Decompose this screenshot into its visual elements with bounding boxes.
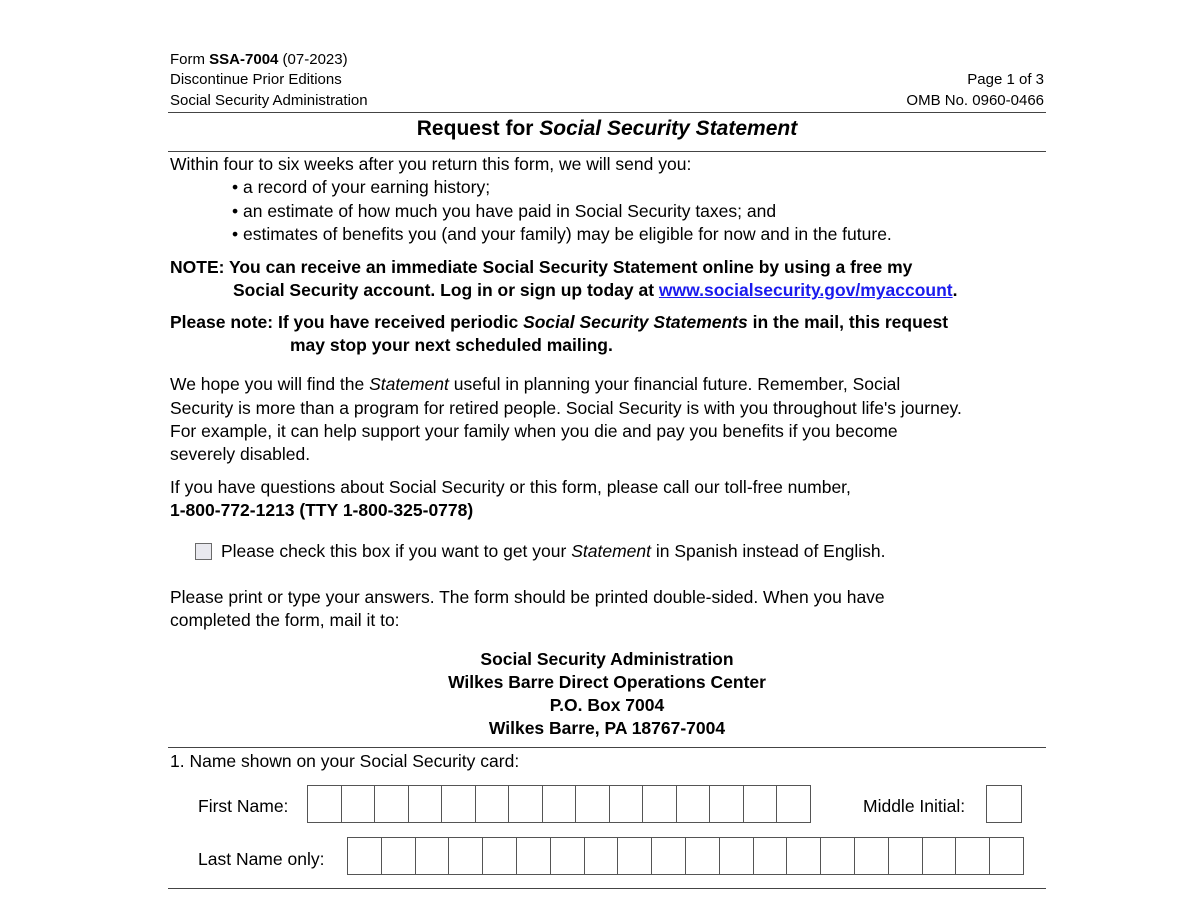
address-line: Social Security Administration — [480, 649, 734, 669]
section-1-heading: 1. Name shown on your Social Security card: — [170, 751, 520, 771]
char-box[interactable] — [854, 837, 889, 875]
first-name-input[interactable] — [307, 785, 811, 823]
hope-line-4: severely disabled. — [170, 444, 311, 464]
intro-bullet: • estimates of benefits you (and your family) may be eligible for now and in the future. — [232, 224, 892, 244]
omb-number: OMB No. 0960-0466 — [906, 92, 1044, 109]
char-box[interactable] — [617, 837, 652, 875]
address-line: Wilkes Barre Direct Operations Center — [448, 672, 766, 692]
char-box[interactable] — [374, 785, 409, 823]
char-box[interactable] — [441, 785, 476, 823]
char-box[interactable] — [786, 837, 821, 875]
discontinue-note: Discontinue Prior Editions — [170, 71, 342, 88]
title-prefix: Request for — [416, 117, 540, 140]
char-box[interactable] — [542, 785, 577, 823]
agency-name: Social Security Administration — [170, 92, 368, 109]
please-note-line-1 — [170, 311, 948, 334]
form-number: SSA-7004 — [209, 51, 279, 68]
char-box[interactable] — [609, 785, 644, 823]
section-rule — [168, 747, 1046, 748]
intro-bullet: • an estimate of how much you have paid in Social Security taxes; and — [232, 201, 777, 221]
middle-initial-input[interactable] — [986, 785, 1022, 823]
form-id — [170, 50, 348, 69]
char-box[interactable] — [676, 785, 711, 823]
char-box[interactable] — [651, 837, 686, 875]
hope-line-1 — [170, 373, 900, 396]
last-name-input[interactable] — [347, 837, 1024, 875]
first-name-label: First Name: — [198, 796, 289, 816]
address-line: Wilkes Barre, PA 18767-7004 — [488, 718, 726, 738]
char-box[interactable] — [753, 837, 788, 875]
print-line-1: Please print or type your answers. The form should be printed double-sided. When you have — [170, 587, 885, 607]
char-box[interactable] — [955, 837, 990, 875]
char-box[interactable] — [516, 837, 551, 875]
spanish-checkbox[interactable] — [195, 543, 212, 560]
page-title — [168, 117, 1046, 141]
please-note-pre: Please note: If you have received periodic — [170, 312, 524, 332]
last-name-label: Last Name only: — [198, 849, 325, 869]
hope-italic: Statement — [369, 374, 449, 394]
hope-pre: We hope you will find the — [170, 374, 370, 394]
intro-bullet: • a record of your earning history; — [232, 177, 491, 197]
note-period: . — [952, 280, 958, 300]
char-box[interactable] — [475, 785, 510, 823]
char-box[interactable] — [584, 837, 619, 875]
char-box[interactable] — [989, 837, 1024, 875]
char-box[interactable] — [820, 837, 855, 875]
bottom-rule — [168, 888, 1046, 889]
char-box[interactable] — [743, 785, 778, 823]
char-box[interactable] — [776, 785, 811, 823]
title-rule — [168, 151, 1046, 152]
char-box[interactable] — [922, 837, 957, 875]
char-box[interactable] — [709, 785, 744, 823]
char-box[interactable] — [415, 837, 450, 875]
char-box[interactable] — [888, 837, 923, 875]
char-box[interactable] — [307, 785, 342, 823]
myaccount-link[interactable]: www.socialsecurity.gov/myaccount — [658, 280, 953, 300]
please-note-italic: Social Security Statements — [523, 312, 748, 332]
char-box[interactable] — [347, 837, 382, 875]
note-line-2 — [233, 279, 958, 302]
char-box[interactable] — [341, 785, 376, 823]
char-box[interactable] — [448, 837, 483, 875]
note-line-1: NOTE: You can receive an immediate Social Security Statement online by using a free my — [170, 257, 913, 277]
char-box[interactable] — [719, 837, 754, 875]
note-text: Social Security account. Log in or sign up today at — [233, 280, 659, 300]
char-box[interactable] — [381, 837, 416, 875]
form-prefix: Form — [170, 51, 210, 68]
char-box[interactable] — [685, 837, 720, 875]
char-box[interactable] — [642, 785, 677, 823]
please-note-line-2: may stop your next scheduled mailing. — [290, 335, 613, 355]
address-line: P.O. Box 7004 — [549, 695, 665, 715]
char-box[interactable] — [575, 785, 610, 823]
toll-free-number: 1-800-772-1213 (TTY 1-800-325-0778) — [170, 500, 474, 520]
hope-line-2: Security is more than a program for retired people. Social Security is with you throughout life's journey. — [170, 398, 962, 418]
print-line-2: completed the form, mail it to: — [170, 610, 400, 630]
spanish-post: in Spanish instead of English. — [650, 541, 886, 561]
questions-line: If you have questions about Social Security or this form, please call our toll-free number, — [170, 477, 851, 497]
page-info: Page 1 of 3 — [967, 71, 1044, 88]
spanish-checkbox-label — [221, 540, 885, 563]
header-rule — [168, 112, 1046, 113]
please-note-post: in the mail, this request — [747, 312, 949, 332]
hope-post: useful in planning your financial future. Remember, Social — [448, 374, 901, 394]
spanish-italic: Statement — [571, 541, 651, 561]
form-date: (07-2023) — [278, 51, 348, 68]
char-box[interactable] — [508, 785, 543, 823]
hope-line-3: For example, it can help support your family when you die and pay you benefits if you become — [170, 421, 898, 441]
intro-lead: Within four to six weeks after you return this form, we will send you: — [170, 154, 692, 174]
middle-initial-label: Middle Initial: — [863, 796, 966, 816]
title-italic: Social Security Statement — [539, 117, 798, 140]
char-box[interactable] — [550, 837, 585, 875]
spanish-pre: Please check this box if you want to get your — [221, 541, 572, 561]
char-box[interactable] — [482, 837, 517, 875]
char-box[interactable] — [408, 785, 443, 823]
